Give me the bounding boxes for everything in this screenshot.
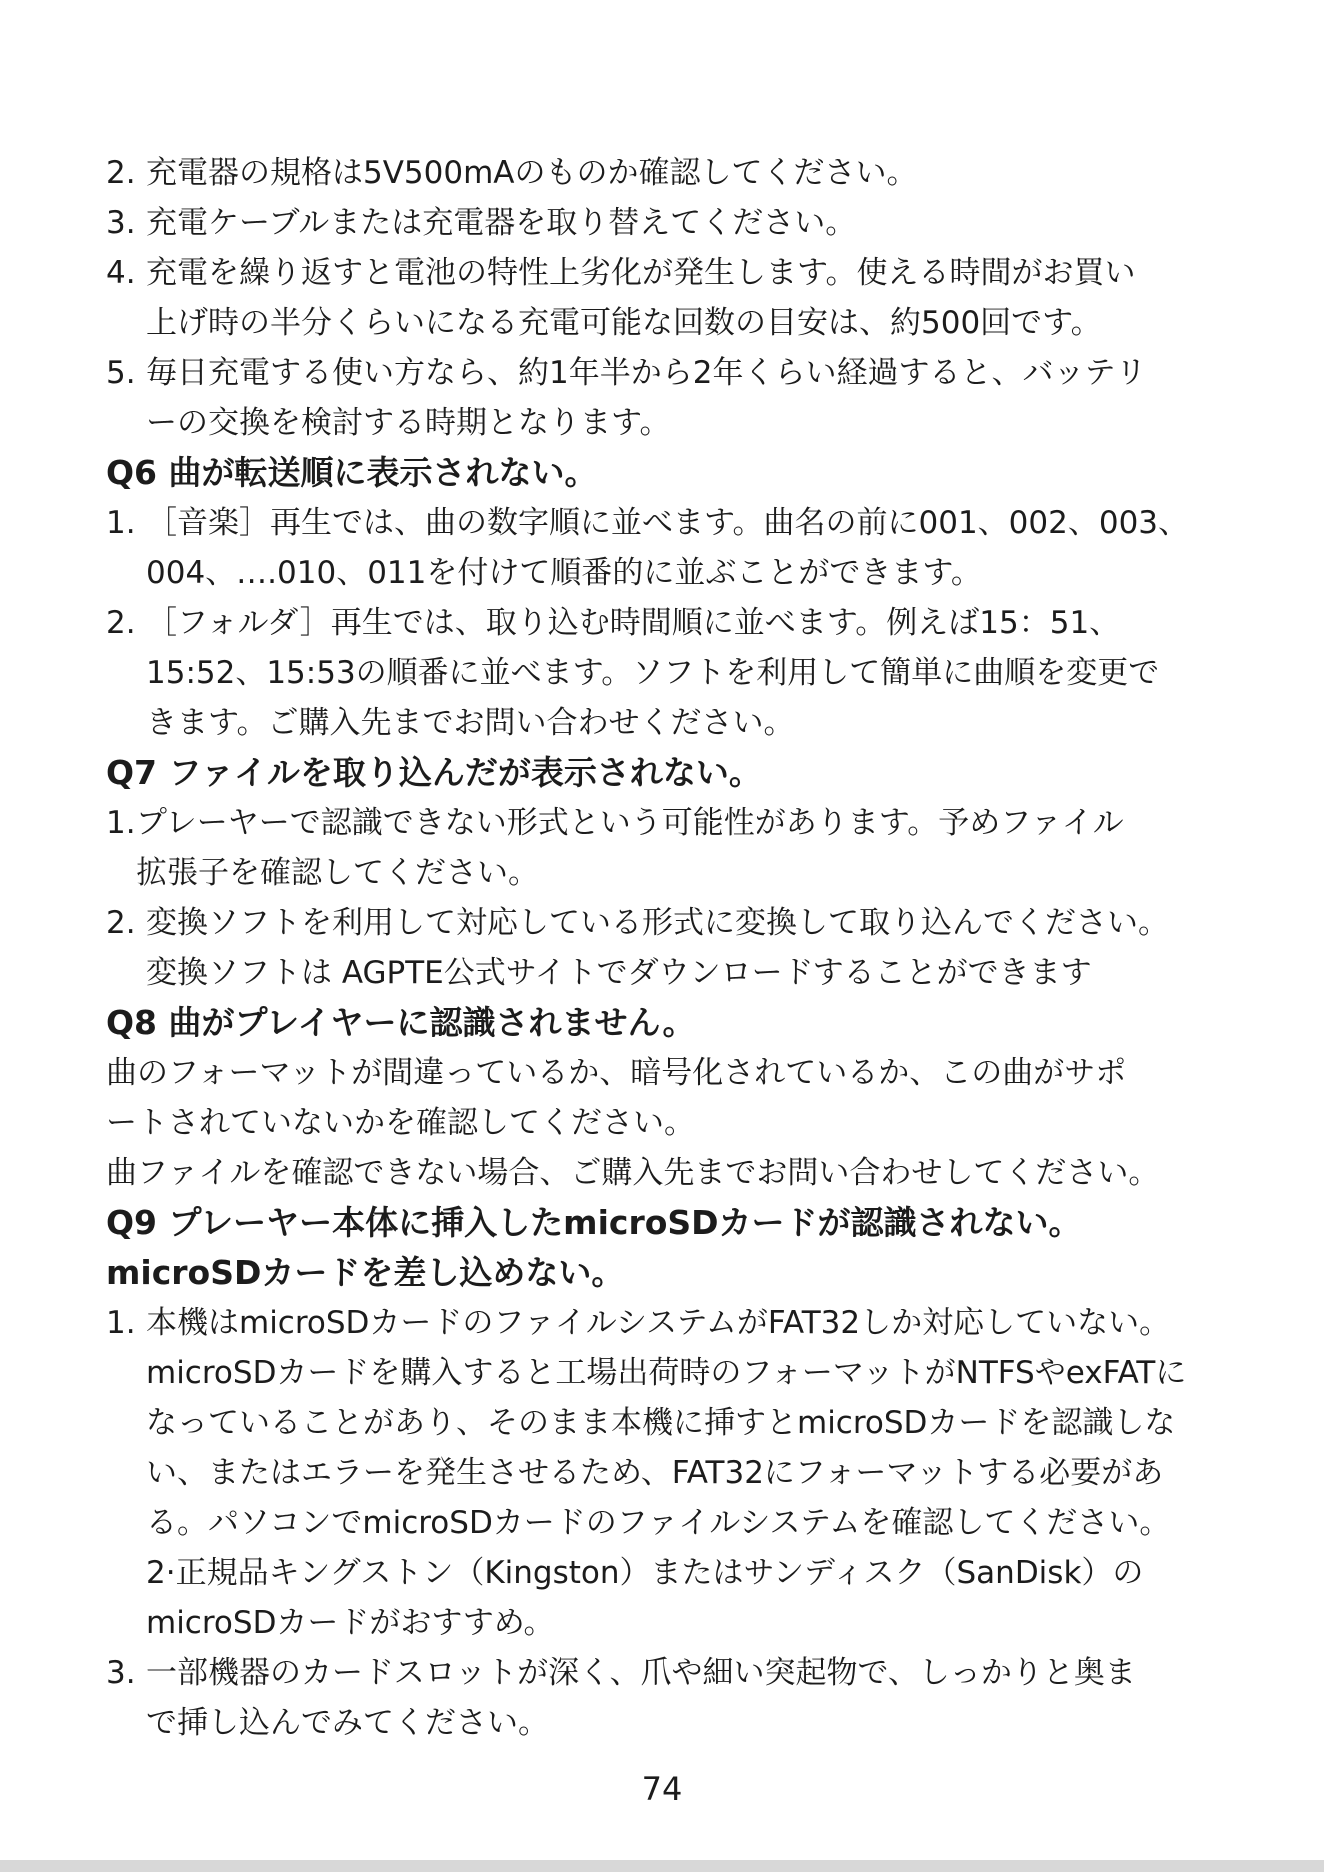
item-text: 充電器の規格は5V500mAのものか確認してください。 bbox=[146, 155, 918, 191]
page-bottom-edge bbox=[0, 1860, 1324, 1872]
item-text-continued: 2·正規品キングストン（Kingston）またはサンディスク（SanDisk）の bbox=[146, 1555, 1144, 1591]
q9-heading: Q9 プレーヤー本体に挿入したmicroSDカードが認識されない。 bbox=[106, 1203, 1082, 1242]
item-text: 充電ケーブルまたは充電器を取り替えてください。 bbox=[146, 205, 857, 241]
item-text-continued: 変換ソフトは AGPTE公式サイトでダウンロードすることができます bbox=[146, 955, 1092, 991]
item-text-continued: い、またはエラーを発生させるため、FAT32にフォーマットする必要があ bbox=[146, 1455, 1164, 1491]
item-text-continued: ーの交換を検討する時期となります。 bbox=[146, 405, 671, 441]
item-text: 充電を繰り返すと電池の特性上劣化が発生します。使える時間がお買い bbox=[146, 255, 1136, 291]
item-text-continued: きます。ご購入先までお問い合わせください。 bbox=[146, 705, 795, 741]
item-number: 5. bbox=[106, 355, 136, 391]
item-text-continued: 004、….010、011を付けて順番的に並ぶことができます。 bbox=[146, 555, 982, 591]
q8-paragraph-line: 曲ファイルを確認できない場合、ご購入先までお問い合わせしてください。 bbox=[106, 1155, 1160, 1191]
q8-heading: Q8 曲がプレイヤーに認識されません。 bbox=[106, 1003, 696, 1042]
item-number: 3. bbox=[106, 205, 136, 241]
item-text: 毎日充電する使い方なら、約1年半から2年くらい経過すると、バッテリ bbox=[146, 355, 1147, 391]
q9-heading-continued: microSDカードを差し込めない。 bbox=[106, 1253, 625, 1292]
list-item bbox=[106, 1648, 1256, 1698]
item-text: ［音楽］再生では、曲の数字順に並べます。曲名の前に001、002、003、 bbox=[146, 505, 1190, 541]
item-number: 2. bbox=[106, 905, 136, 941]
list-item bbox=[106, 1298, 1256, 1348]
item-number: 2. bbox=[106, 155, 136, 191]
list-item bbox=[106, 798, 1256, 848]
q7-heading: Q7 ファイルを取り込んだが表示されない。 bbox=[106, 753, 762, 792]
item-number: 1. bbox=[106, 805, 136, 841]
item-number: 2. bbox=[106, 605, 136, 641]
item-number: 4. bbox=[106, 255, 136, 291]
item-number: 1. bbox=[106, 505, 136, 541]
item-number: 1. bbox=[106, 1305, 136, 1341]
item-text: プレーヤーで認識できない形式という可能性があります。予めファイル bbox=[136, 805, 1124, 841]
item-text-continued: 上げ時の半分くらいになる充電可能な回数の目安は、約500回です。 bbox=[146, 305, 1102, 341]
item-text: 一部機器のカードスロットが深く、爪や細い突起物で、しっかりと奥ま bbox=[146, 1655, 1136, 1691]
list-item bbox=[106, 598, 1256, 648]
item-text-continued: microSDカードがおすすめ。 bbox=[146, 1605, 555, 1641]
q6-heading: Q6 曲が転送順に表示されない。 bbox=[106, 453, 598, 492]
list-item bbox=[106, 148, 1256, 198]
item-text-continued: で挿し込んでみてください。 bbox=[146, 1705, 549, 1741]
item-text-continued: 15:52、15:53の順番に並べます。ソフトを利用して簡単に曲順を変更で bbox=[146, 655, 1160, 691]
intro-list bbox=[106, 148, 1256, 448]
item-text: 変換ソフトを利用して対応している形式に変換して取り込んでください。 bbox=[146, 905, 1169, 941]
item-text-continued: なっていることがあり、そのまま本機に挿すとmicroSDカードを認識しな bbox=[146, 1405, 1176, 1441]
list-item bbox=[106, 348, 1256, 398]
item-text: ［フォルダ］再生では、取り込む時間順に並べます。例えば15：51、 bbox=[146, 605, 1121, 641]
list-item bbox=[106, 248, 1256, 298]
list-item bbox=[106, 898, 1256, 948]
q8-paragraph-line: ートされていないかを確認してください。 bbox=[106, 1105, 695, 1141]
item-text-continued: る。パソコンでmicroSDカードのファイルシステムを確認してください。 bbox=[146, 1505, 1171, 1541]
item-number: 3. bbox=[106, 1655, 136, 1691]
q8-paragraph-line: 曲のフォーマットが間違っているか、暗号化されているか、この曲がサポ bbox=[106, 1055, 1127, 1091]
list-item bbox=[106, 498, 1256, 548]
page-number: 74 bbox=[641, 1770, 683, 1808]
item-text-continued: 拡張子を確認してください。 bbox=[136, 855, 539, 891]
item-text-continued: microSDカードを購入すると工場出荷時のフォーマットがNTFSやexFATに bbox=[146, 1355, 1187, 1391]
item-text: 本機はmicroSDカードのファイルシステムがFAT32しか対応していない。 bbox=[146, 1305, 1171, 1341]
page-content bbox=[106, 148, 1256, 1748]
list-item bbox=[106, 198, 1256, 248]
